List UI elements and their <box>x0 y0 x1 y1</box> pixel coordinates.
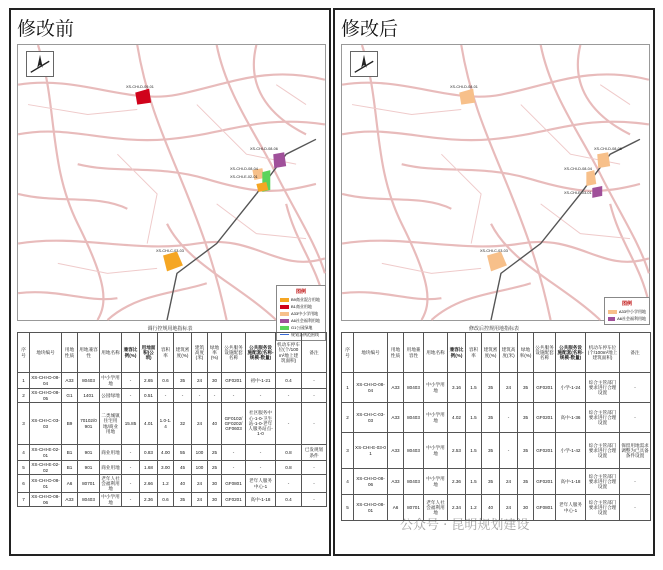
parcel-label: XS-CHI-C-03-03 <box>156 249 184 253</box>
table-cell: 中小学用地 <box>424 469 448 495</box>
col-header: 序号 <box>18 333 30 373</box>
table-cell: 1.5 <box>466 469 482 495</box>
table-header-row <box>18 333 327 373</box>
table-cell: 40 <box>174 475 192 493</box>
table-cell: 0.6 <box>158 373 174 389</box>
table-cell: 中小学用地 <box>101 494 120 505</box>
table-cell: 35 <box>174 373 192 389</box>
table-cell: 1.68 <box>140 461 158 475</box>
col-header: 机动车停车位(个/100m²地上建筑面积) <box>586 333 620 373</box>
table-row <box>18 403 327 445</box>
table-row <box>18 445 327 461</box>
table-cell: 30 <box>518 495 534 521</box>
table-cell: 1.2 <box>466 495 482 521</box>
col-header: 兼容比例(%) <box>122 333 140 373</box>
table-cell: 100 <box>192 445 208 461</box>
table-cell: 2.53 <box>448 433 466 469</box>
table-cell: 30 <box>208 475 222 493</box>
table-cell: GF0801 <box>534 495 556 521</box>
table-cell: 80403 <box>78 493 100 507</box>
col-header: 用地面积(公顷) <box>140 333 158 373</box>
table-cell: 1 <box>342 373 354 403</box>
table-cell: GF0201 <box>222 373 246 389</box>
panel-after <box>333 8 655 556</box>
table-cell: - <box>500 403 518 433</box>
table-cell: 32 <box>174 403 192 445</box>
table-row <box>18 493 327 507</box>
table-cell: - <box>302 461 327 475</box>
table-cell: XS-CHI-D-08-06 <box>31 494 60 505</box>
table-cell: 55 <box>174 445 192 461</box>
table-cell: 45 <box>174 461 192 475</box>
table-cell: - <box>122 389 140 403</box>
table-cell: 中小学用地 <box>424 373 448 403</box>
table-cell: 2.36 <box>140 493 158 507</box>
col-header: 用地兼容性 <box>78 333 100 373</box>
table-cell: 2.65 <box>140 373 158 389</box>
col-header: 地块编号 <box>354 333 388 373</box>
table-cell: - <box>620 403 651 433</box>
table-cell: 中小学用地 <box>100 373 122 389</box>
map-legend <box>604 297 650 325</box>
table-cell: 0.51 <box>140 389 158 403</box>
table-cell: - <box>222 389 246 403</box>
table-cell: GF0201 <box>534 403 556 433</box>
table-cell: 1.0-1.4 <box>158 403 174 445</box>
north-arrow-icon <box>350 51 378 77</box>
parcel-mixed-c <box>163 251 183 271</box>
col-header: 序号 <box>342 333 354 373</box>
table-cell: 1 <box>18 373 30 389</box>
table-cell: B1 <box>62 461 78 475</box>
table-cell: - <box>302 373 327 389</box>
table-cell: XS-CHI-E-03-01 <box>354 433 388 469</box>
table-cell: 2.34 <box>448 495 466 521</box>
table-cell: - <box>246 389 276 403</box>
table-cell: - <box>276 403 302 445</box>
table-cell: A33 <box>388 469 404 495</box>
table-cell: XS-CHI-D-08-01 <box>354 495 388 521</box>
table-cell: 老年人服务中心-1 <box>556 495 586 521</box>
table-cell: 35 <box>482 469 500 495</box>
land-use-table-after <box>341 332 651 521</box>
table-cell: - <box>246 461 276 475</box>
table-cell: 3 <box>18 403 30 445</box>
table-cell: - <box>208 389 222 403</box>
parcel-commercial <box>135 89 151 105</box>
table-cell: - <box>122 493 140 507</box>
table-row <box>18 461 327 475</box>
parcel-label: XS-CHI-D-08-06 <box>250 147 278 151</box>
table-cell: 901 <box>78 461 100 475</box>
table-cell: XS-CHI-D-08-05 <box>31 390 60 401</box>
table-cell: - <box>158 389 174 403</box>
table-cell: XS-CHI-D-08-06 <box>354 469 388 495</box>
table-cell: - <box>246 445 276 461</box>
table-cell: 70102/0901 <box>78 403 100 445</box>
table-cell: 1.5 <box>466 373 482 403</box>
parcel-label: XS-CHI-D-08-04 <box>230 167 258 171</box>
legend-item: B9商业混合用地 <box>280 296 322 303</box>
table-cell: 24 <box>192 493 208 507</box>
table-cell: 0.6 <box>158 493 174 507</box>
table-row <box>342 469 651 495</box>
table-cell: - <box>222 461 246 475</box>
col-header: 公共服务设施配套(名称-规模-数量) <box>556 333 586 373</box>
table-cell: 30 <box>208 493 222 507</box>
col-header: 机动车停车位(个/100m²地上建筑面积) <box>276 333 302 373</box>
table-cell: A6 <box>62 475 78 493</box>
parcel-label: XS-CHI-D-08-04 <box>564 167 592 171</box>
table-cell: 初中-1-21 <box>246 373 276 389</box>
parcel-school <box>597 152 610 168</box>
table-cell: 3.16 <box>448 373 466 403</box>
table-cell: XS-CHI-D-08-04 <box>354 373 388 403</box>
table-cell: 2.66 <box>140 475 158 493</box>
table-cell: 80403 <box>78 373 100 389</box>
table-cell: 商业用地 <box>100 461 122 475</box>
table-cell: 24 <box>192 373 208 389</box>
table-cell: 35 <box>482 373 500 403</box>
table-cell: 综合主管部门要求进行合理设置 <box>586 495 620 521</box>
table-cell: 小学-1-42 <box>556 433 586 469</box>
parcel-welfare <box>273 152 286 168</box>
legend-title: 图例 <box>295 289 306 295</box>
table-cell: - <box>302 493 327 507</box>
table-cell: 901 <box>78 445 100 461</box>
table-cell: 社区服务中心-1-0-卫生站-1-0-老年人服务站点-1-0 <box>246 403 276 445</box>
panel-title: 修改前 <box>17 18 75 40</box>
table-cell: 2.36 <box>448 469 466 495</box>
col-header: 地块编号 <box>30 333 62 373</box>
table-cell: XS-CHI-E-02-01 <box>30 445 62 461</box>
table-cell: GF0201 <box>222 493 246 507</box>
table-cell: - <box>276 475 302 493</box>
col-header: 用地名称 <box>424 333 448 373</box>
col-header: 用地兼容性 <box>404 333 424 373</box>
table-cell: - <box>500 433 518 469</box>
table-cell: 1.5 <box>466 433 482 469</box>
parcel-welfare <box>592 186 602 198</box>
table-cell: - <box>122 461 140 475</box>
table-cell: 4.02 <box>448 403 466 433</box>
table-cell: - <box>222 445 246 461</box>
table-cell: 4 <box>18 445 30 461</box>
parcel-label: XS-CHI-D-08-06 <box>594 147 622 151</box>
table-cell: GF0801 <box>222 475 246 493</box>
table-cell: GF0201 <box>534 469 556 495</box>
watermark: 公众号 · 昆明规划建设 <box>400 518 530 533</box>
table-cell: 5 <box>18 461 30 475</box>
table-row <box>342 373 651 403</box>
table-cell: 高中-1-18 <box>246 493 276 507</box>
table-cell: 老年人社会福利用地 <box>101 475 120 492</box>
table-cell: 15.85 <box>122 403 140 445</box>
table-cell: - <box>192 389 208 403</box>
table-cell: - <box>276 389 302 403</box>
table-header-row <box>342 333 651 373</box>
table-cell: 80701 <box>404 495 424 521</box>
col-header: 绿地率(%) <box>518 333 534 373</box>
panel-title: 修改后 <box>341 18 399 40</box>
table-cell: 公园绿地 <box>100 389 122 403</box>
table-cell: 25 <box>208 461 222 475</box>
table-cell: 2 <box>18 389 30 403</box>
table-cell: 4.01 <box>140 403 158 445</box>
table-cell: 综合主管部门要求进行合理设置 <box>586 433 620 469</box>
map-svg <box>18 45 325 320</box>
legend-item: A33中小学用地 <box>280 310 322 317</box>
table-cell: A33 <box>388 433 404 469</box>
table-cell: 80403 <box>404 433 424 469</box>
legend-item: B1商业用地 <box>280 303 322 310</box>
table-cell: 1.5 <box>466 403 482 433</box>
table-cell: 5 <box>342 495 354 521</box>
table-cell: 0.8 <box>276 445 302 461</box>
parcel-school <box>586 170 596 186</box>
table-cell: XS-CHI-D-08-01 <box>30 475 62 493</box>
table-cell: XS-CHI-C-03-03 <box>30 403 62 445</box>
table-cell: 40 <box>208 403 222 445</box>
table-row <box>18 389 327 403</box>
col-header: 备注 <box>302 333 327 373</box>
table-cell: 80403 <box>404 469 424 495</box>
table-cell: G1 <box>62 389 78 403</box>
table-cell: 35 <box>482 433 500 469</box>
table-caption: 调行控规用地指标表 <box>147 326 193 332</box>
map-svg <box>342 45 649 320</box>
table-cell: 24 <box>500 373 518 403</box>
table-cell: 已发规划条件 <box>302 445 327 461</box>
parcel-label: XS-CHI-D-08-01 <box>450 85 478 89</box>
table-cell: - <box>302 389 327 403</box>
panel-before <box>9 8 331 556</box>
table-cell: 35 <box>174 493 192 507</box>
table-cell: 24 <box>500 495 518 521</box>
table-cell: A33 <box>388 403 404 433</box>
table-cell: 24 <box>192 403 208 445</box>
table-row <box>342 403 651 433</box>
col-header: 兼容比例(%) <box>448 333 466 373</box>
table-cell: 4.00 <box>158 445 174 461</box>
parcel-school <box>459 89 475 105</box>
table-cell: 综合主管部门要求进行合理设置 <box>586 469 620 495</box>
col-header: 容积率 <box>158 333 174 373</box>
table-cell: - <box>302 475 327 493</box>
table-cell: A33 <box>62 493 78 507</box>
table-cell: 80403 <box>404 403 424 433</box>
col-header: 建筑密度(%) <box>174 333 192 373</box>
legend-title: 图例 <box>621 301 632 307</box>
table-cell: - <box>122 373 140 389</box>
table-cell: 高中-1-36 <box>556 403 586 433</box>
table-cell: 中小学用地 <box>424 403 448 433</box>
parcel-label: XS-CHI-D-09-01 <box>126 85 154 89</box>
table-cell: 4 <box>342 469 354 495</box>
col-header: 用地性质 <box>388 333 404 373</box>
col-header: 备注 <box>620 333 651 373</box>
table-cell: 35 <box>482 403 500 433</box>
table-cell: 0.4 <box>276 493 302 507</box>
table-cell: GF0102/GF0202/GF0603 <box>222 403 246 445</box>
table-cell: 0.4 <box>276 373 302 389</box>
col-header: 建筑高度(米) <box>500 333 518 373</box>
table-cell: GF0201 <box>534 433 556 469</box>
table-cell: 30 <box>208 373 222 389</box>
table-cell: 0.83 <box>140 445 158 461</box>
legend-item: A33中小学用地 <box>608 308 646 315</box>
table-cell: 7 <box>18 493 30 507</box>
table-cell: 6 <box>18 475 30 493</box>
table-cell: - <box>620 373 651 403</box>
legend-item: G1公园绿地 <box>280 324 322 331</box>
table-cell: 100 <box>192 461 208 475</box>
table-cell: - <box>122 475 140 493</box>
parcel-label: XS-CHI-E-03-01 <box>564 191 592 195</box>
table-cell: 综合主管部门要求进行合理设置 <box>586 373 620 403</box>
parcel-label: XS-CHI-E-02-01 <box>230 175 258 179</box>
table-cell: 35 <box>518 469 534 495</box>
parcel-label: XS-CHI-C-03-03 <box>480 249 508 253</box>
table-cell: 35 <box>518 373 534 403</box>
table-cell: 25 <box>208 445 222 461</box>
legend-item: A6社会福利用地 <box>280 317 322 324</box>
table-cell: 1.2 <box>158 475 174 493</box>
table-cell: 中小学用地 <box>424 433 448 469</box>
legend-item: 规划条例范围线 <box>280 331 322 338</box>
table-cell: 3.00 <box>158 461 174 475</box>
map-after <box>341 44 650 321</box>
table-cell: 0.8 <box>276 461 302 475</box>
table-cell: 35 <box>518 403 534 433</box>
table-cell: 老年人服务中心-1 <box>246 475 276 493</box>
parcel-school <box>487 251 507 271</box>
legend-item: A6社会福利用地 <box>608 315 646 322</box>
north-arrow-icon <box>26 51 54 77</box>
table-cell: 保留用地需求调整为已具备条件设置 <box>620 433 651 469</box>
table-cell: 2 <box>342 403 354 433</box>
table-cell: 80403 <box>404 373 424 403</box>
table-cell: 高中-1-18 <box>556 469 586 495</box>
col-header: 用地性质 <box>62 333 78 373</box>
table-cell: 二类城镇住宅用地/商业用地 <box>100 403 122 445</box>
table-cell: A33 <box>388 373 404 403</box>
table-cell: - <box>302 403 327 445</box>
table-row <box>18 373 327 389</box>
table-caption: 修改后控规用地指标表 <box>468 326 519 332</box>
land-use-table-before <box>17 332 327 507</box>
table-cell: - <box>620 469 651 495</box>
col-header: 公共服务设施配套名称 <box>222 333 246 373</box>
table-cell: 老年人社会福利用地 <box>424 495 448 521</box>
table-cell: 商业用地 <box>100 445 122 461</box>
table-cell: 小学-1-24 <box>556 373 586 403</box>
table-cell: - <box>620 495 651 521</box>
col-header: 公共服务设施配套名称 <box>534 333 556 373</box>
table-cell: B1 <box>62 445 78 461</box>
table-cell: 3 <box>342 433 354 469</box>
table-cell: - <box>122 445 140 461</box>
table-cell: 综合主管部门要求进行合理设置 <box>586 403 620 433</box>
table-cell: XS-CHI-C-03-03 <box>354 403 388 433</box>
table-cell: 40 <box>482 495 500 521</box>
table-cell: - <box>174 389 192 403</box>
table-cell: A6 <box>388 495 404 521</box>
table-cell: 24 <box>192 475 208 493</box>
table-cell: XS-CHI-E-02-02 <box>31 462 60 473</box>
col-header: 建筑高度(米) <box>192 333 208 373</box>
table-row <box>342 433 651 469</box>
table-cell: 80701 <box>78 475 100 493</box>
col-header: 公共服务设施配套(名称-规模-数量) <box>246 333 276 373</box>
table-cell: XS-CHI-D-08-04 <box>30 373 62 389</box>
table-cell: 24 <box>500 469 518 495</box>
col-header: 容积率 <box>466 333 482 373</box>
table-cell: GF0201 <box>534 373 556 403</box>
col-header: 绿地率(%) <box>208 333 222 373</box>
table-row <box>18 475 327 493</box>
table-cell: 35 <box>518 433 534 469</box>
table-cell: 1401 <box>78 389 100 403</box>
col-header: 用地名称 <box>100 333 122 373</box>
table-cell: A33 <box>62 373 78 389</box>
col-header: 建筑密度(%) <box>482 333 500 373</box>
table-cell: B9 <box>62 403 78 445</box>
